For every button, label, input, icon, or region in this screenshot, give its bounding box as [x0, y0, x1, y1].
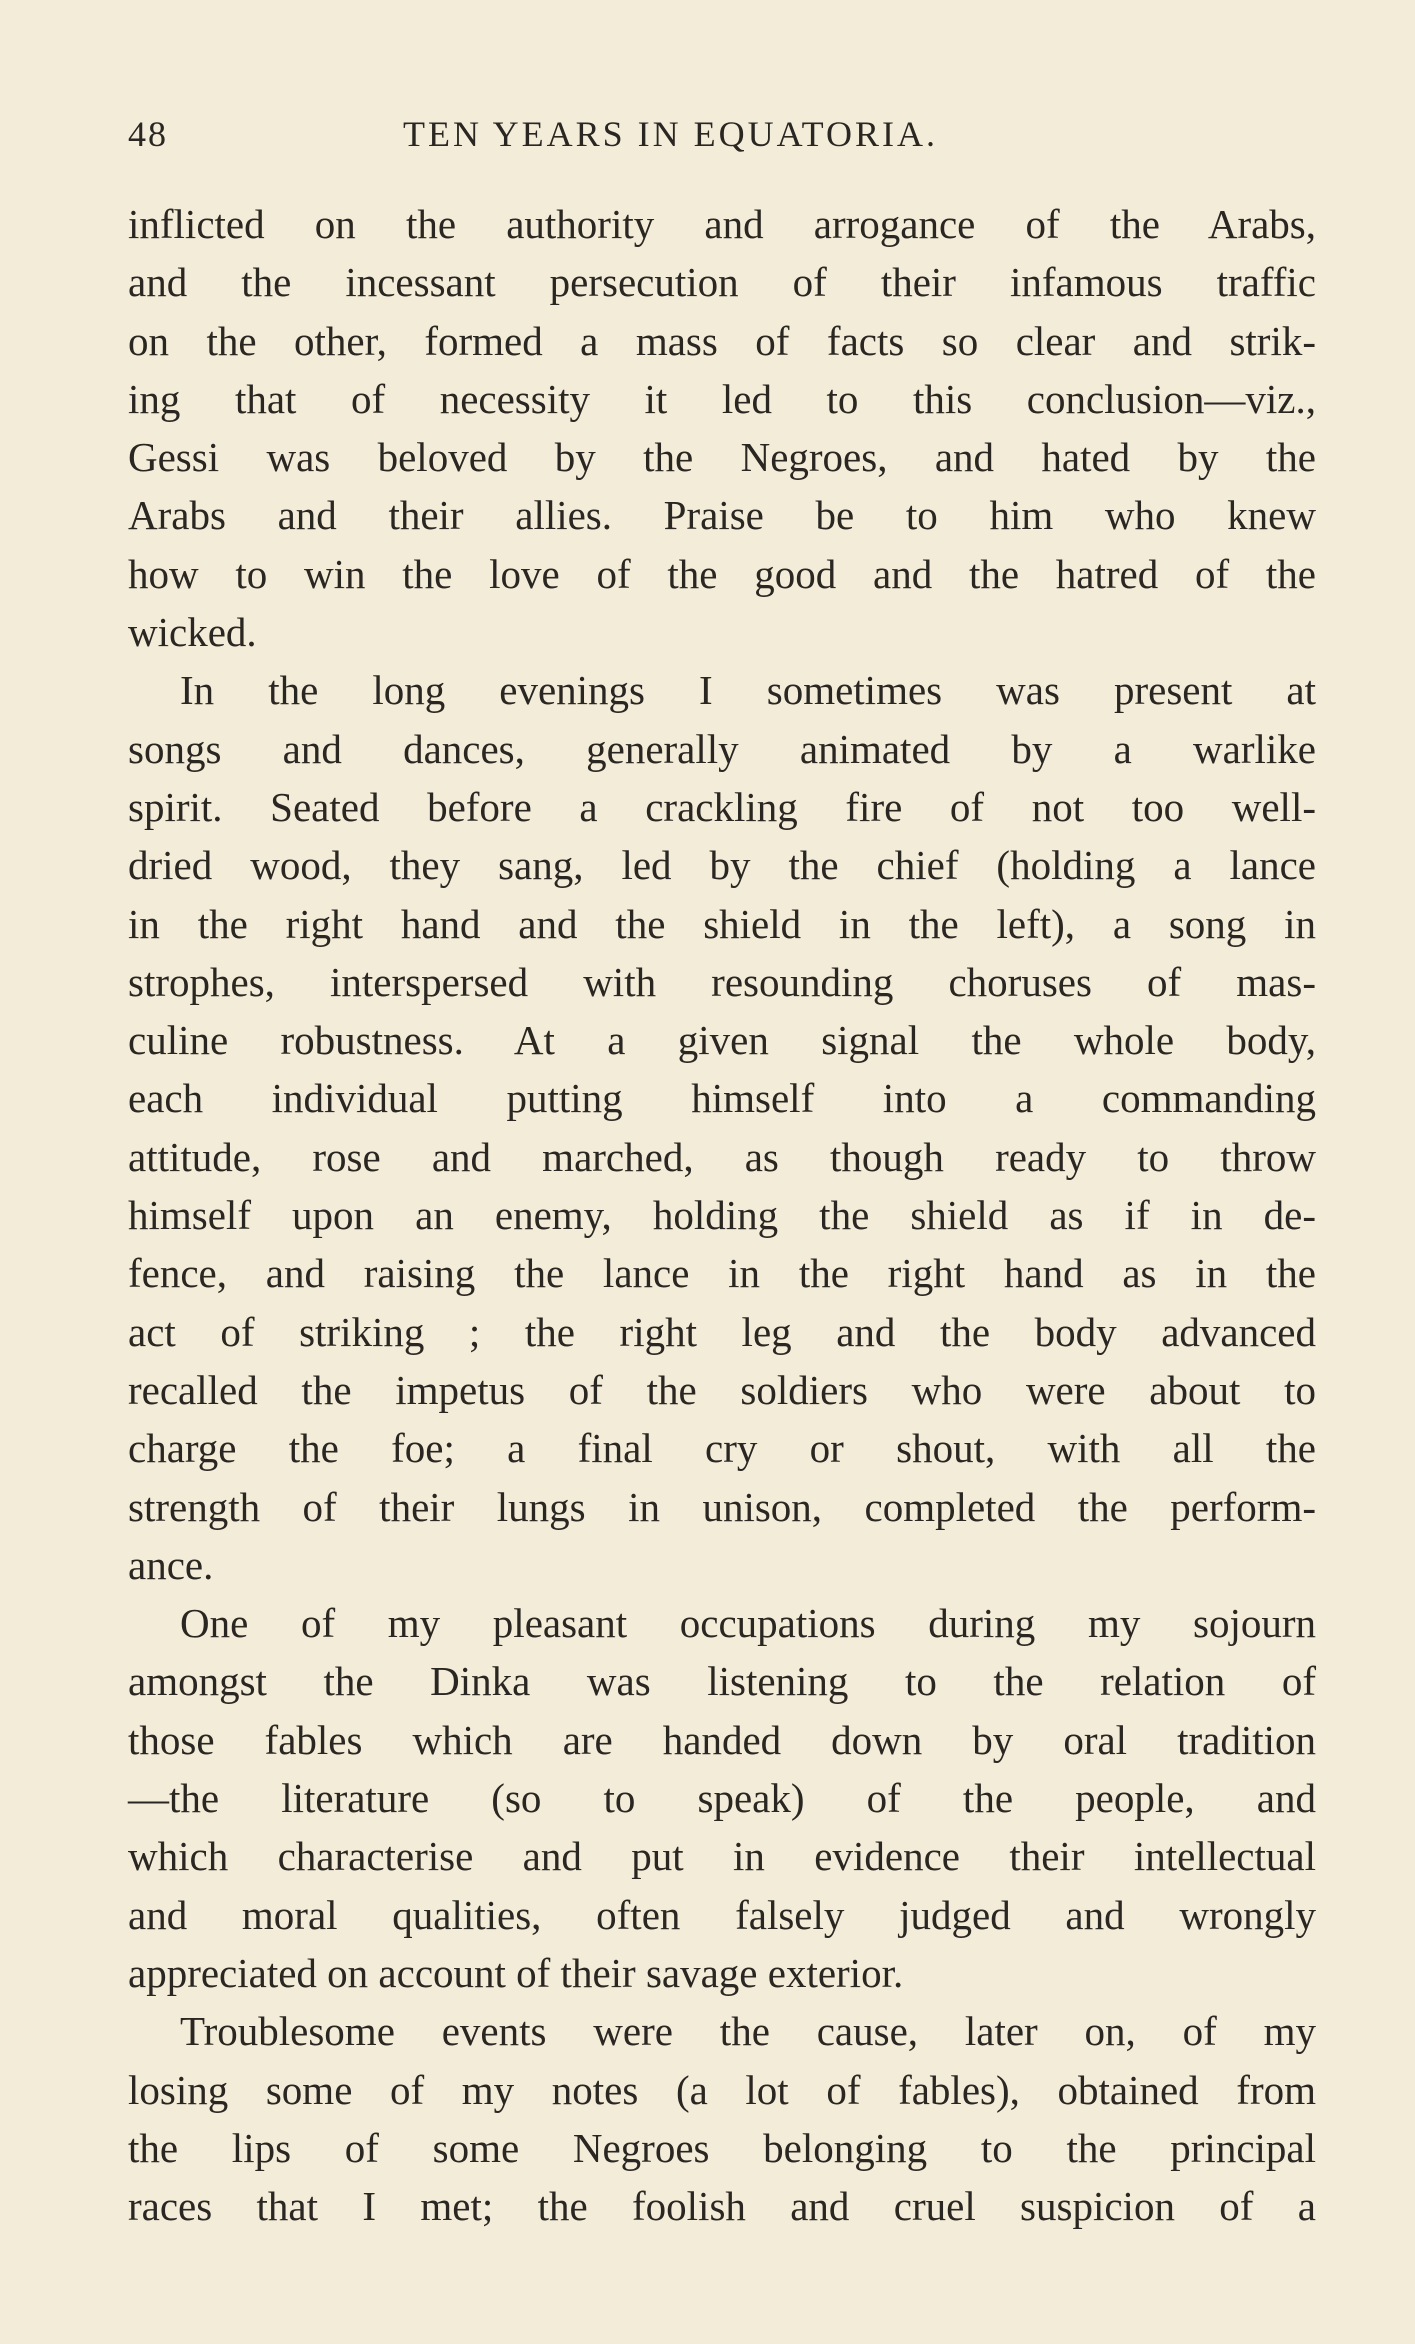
- body-text: [128, 195, 1316, 2235]
- text-line: inflicted on the authority and arrogance of the Arabs,: [128, 201, 1316, 247]
- text-line: appreciated on account of their savage exterior.: [128, 1949, 904, 1996]
- text-line: losing some of my notes (a lot of fables), obtained from: [128, 2066, 1316, 2113]
- text-line: recalled the impetus of the soldiers who were about to: [128, 1366, 1316, 1413]
- text-line: dried wood, they sang, led by the chief (holding a lance: [128, 842, 1316, 889]
- text-line: on the other, formed a mass of facts so clear and strik-: [128, 317, 1316, 364]
- text-line: fence, and raising the lance in the right hand as in the: [128, 1250, 1316, 1297]
- text-line: —the literature (so to speak) of the people, and: [128, 1775, 1316, 1822]
- text-line: amongst the Dinka was listening to the relation of: [128, 1658, 1316, 1705]
- text-line: ing that of necessity it led to this conclusion—viz.,: [128, 375, 1316, 422]
- text-line: and the incessant persecution of their infamous traffic: [128, 259, 1316, 306]
- page-number: 48: [128, 114, 168, 154]
- text-line: those fables which are handed down by oral tradition: [128, 1716, 1316, 1763]
- text-line: which characterise and put in evidence their intellectual: [128, 1833, 1316, 1880]
- text-line: the lips of some Negroes belonging to the principal: [128, 2124, 1316, 2171]
- text-line: races that I met; the foolish and cruel suspicion of a: [128, 2183, 1316, 2230]
- text-line: strophes, interspersed with resounding choruses of mas-: [128, 958, 1316, 1005]
- paragraph-start-line: Troublesome events were the cause, later on, of my: [180, 2008, 1316, 2055]
- text-line: how to win the love of the good and the hatred of the: [128, 550, 1316, 597]
- text-line: and moral qualities, often falsely judged and wrongly: [128, 1891, 1316, 1938]
- text-line: himself upon an enemy, holding the shield as if in de-: [128, 1192, 1316, 1239]
- page-header: [128, 113, 1308, 163]
- text-line: Gessi was beloved by the Negroes, and hated by the: [128, 434, 1316, 481]
- text-line: songs and dances, generally animated by a warlike: [128, 725, 1316, 772]
- paragraph-start-line: One of my pleasant occupations during my sojourn: [180, 1600, 1316, 1647]
- paragraph-start-line: In the long evenings I sometimes was present at: [180, 667, 1316, 714]
- text-line: in the right hand and the shield in the left), a song in: [128, 900, 1316, 947]
- text-line: attitude, rose and marched, as though ready to throw: [128, 1133, 1316, 1180]
- text-line: each individual putting himself into a commanding: [128, 1075, 1316, 1122]
- text-line: culine robustness. At a given signal the whole body,: [128, 1017, 1316, 1064]
- text-line: act of striking ; the right leg and the body advanced: [128, 1308, 1316, 1355]
- text-line: spirit. Seated before a crackling fire of not too well-: [128, 783, 1316, 830]
- running-title: TEN YEARS IN EQUATORIA.: [403, 114, 938, 154]
- text-line: Arabs and their allies. Praise be to him who knew: [128, 492, 1316, 539]
- text-line: wicked.: [128, 609, 257, 656]
- text-line: charge the foe; a final cry or shout, with all the: [128, 1425, 1316, 1472]
- text-line: strength of their lungs in unison, completed the perform-: [128, 1483, 1316, 1530]
- text-line: ance.: [128, 1541, 214, 1588]
